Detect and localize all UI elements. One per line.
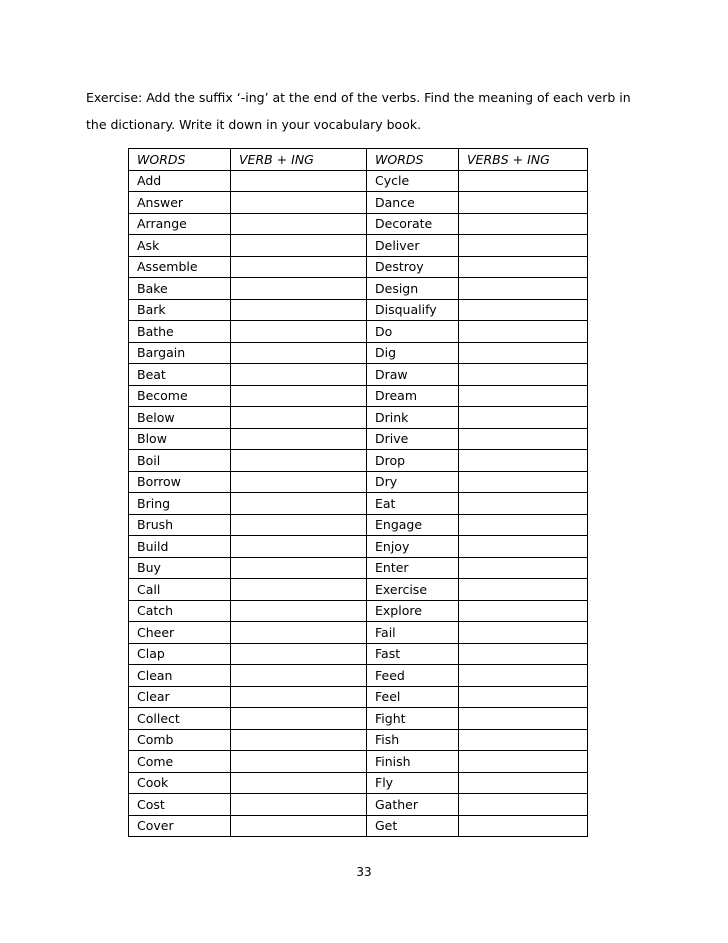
table-row — [129, 407, 588, 429]
word-cell: Deliver — [367, 235, 459, 257]
word-cell: Bargain — [129, 342, 231, 364]
verbs-ing-answer-cell — [459, 557, 588, 579]
word-cell: Exercise — [367, 579, 459, 601]
verb-ing-answer-cell — [231, 450, 367, 472]
verbs-ing-answer-cell — [459, 751, 588, 773]
verbs-ing-answer-cell — [459, 428, 588, 450]
verbs-ing-answer-cell — [459, 471, 588, 493]
table-row — [129, 536, 588, 558]
word-cell: Clear — [129, 686, 231, 708]
word-cell: Collect — [129, 708, 231, 730]
word-cell: Drop — [367, 450, 459, 472]
word-cell: Bake — [129, 278, 231, 300]
verbs-ing-answer-cell — [459, 708, 588, 730]
table-row — [129, 278, 588, 300]
word-cell: Feel — [367, 686, 459, 708]
word-cell: Boil — [129, 450, 231, 472]
table-row — [129, 708, 588, 730]
word-cell: Dance — [367, 192, 459, 214]
verb-ing-answer-cell — [231, 643, 367, 665]
word-cell: Below — [129, 407, 231, 429]
table-row — [129, 794, 588, 816]
verb-ing-answer-cell — [231, 321, 367, 343]
verbs-ing-answer-cell — [459, 579, 588, 601]
verbs-ing-answer-cell — [459, 729, 588, 751]
word-cell: Decorate — [367, 213, 459, 235]
word-cell: Comb — [129, 729, 231, 751]
verbs-ing-answer-cell — [459, 407, 588, 429]
word-cell: Do — [367, 321, 459, 343]
word-cell: Enter — [367, 557, 459, 579]
verbs-ing-answer-cell — [459, 815, 588, 837]
word-cell: Engage — [367, 514, 459, 536]
word-cell: Dry — [367, 471, 459, 493]
word-cell: Explore — [367, 600, 459, 622]
header-verbs-ing: VERBS + ING — [459, 149, 588, 171]
table-row — [129, 299, 588, 321]
verbs-ing-answer-cell — [459, 536, 588, 558]
table-row — [129, 622, 588, 644]
verbs-ing-answer-cell — [459, 450, 588, 472]
verb-ing-answer-cell — [231, 385, 367, 407]
table-header-row — [129, 149, 588, 171]
verbs-ing-answer-cell — [459, 170, 588, 192]
table-row — [129, 385, 588, 407]
verb-ing-answer-cell — [231, 557, 367, 579]
word-cell: Borrow — [129, 471, 231, 493]
table-row — [129, 471, 588, 493]
table-row — [129, 170, 588, 192]
verbs-ing-answer-cell — [459, 385, 588, 407]
verb-ing-answer-cell — [231, 342, 367, 364]
verb-ing-answer-cell — [231, 364, 367, 386]
table-row — [129, 213, 588, 235]
word-cell: Enjoy — [367, 536, 459, 558]
table-row — [129, 772, 588, 794]
word-cell: Bark — [129, 299, 231, 321]
verbs-ing-answer-cell — [459, 794, 588, 816]
header-words-2: WORDS — [367, 149, 459, 171]
verb-ing-answer-cell — [231, 256, 367, 278]
word-cell: Assemble — [129, 256, 231, 278]
verb-ing-answer-cell — [231, 278, 367, 300]
verb-ing-answer-cell — [231, 600, 367, 622]
word-cell: Bathe — [129, 321, 231, 343]
table-row — [129, 256, 588, 278]
verbs-ing-answer-cell — [459, 342, 588, 364]
verbs-ing-answer-cell — [459, 514, 588, 536]
word-cell: Clap — [129, 643, 231, 665]
word-cell: Fight — [367, 708, 459, 730]
table-row — [129, 493, 588, 515]
verb-ing-answer-cell — [231, 471, 367, 493]
verbs-ing-answer-cell — [459, 686, 588, 708]
verb-ing-answer-cell — [231, 170, 367, 192]
table-row — [129, 450, 588, 472]
table-row — [129, 600, 588, 622]
verb-ing-answer-cell — [231, 686, 367, 708]
word-cell: Design — [367, 278, 459, 300]
word-cell: Cheer — [129, 622, 231, 644]
word-cell: Become — [129, 385, 231, 407]
instructions-line-1: Exercise: Add the suffix ‘-ing’ at the end of the verbs. Find the meaning of each verb in — [86, 90, 631, 105]
word-cell: Fly — [367, 772, 459, 794]
table-row — [129, 235, 588, 257]
verb-ing-answer-cell — [231, 428, 367, 450]
word-cell: Draw — [367, 364, 459, 386]
verb-ing-answer-cell — [231, 751, 367, 773]
verb-ing-answer-cell — [231, 407, 367, 429]
word-cell: Cost — [129, 794, 231, 816]
table-row — [129, 428, 588, 450]
word-cell: Bring — [129, 493, 231, 515]
verbs-ing-answer-cell — [459, 299, 588, 321]
verbs-ing-answer-cell — [459, 622, 588, 644]
word-cell: Destroy — [367, 256, 459, 278]
word-cell: Arrange — [129, 213, 231, 235]
word-cell: Catch — [129, 600, 231, 622]
verbs-ing-answer-cell — [459, 321, 588, 343]
word-cell: Ask — [129, 235, 231, 257]
verb-ing-answer-cell — [231, 235, 367, 257]
word-cell: Eat — [367, 493, 459, 515]
table-row — [129, 514, 588, 536]
verb-ing-answer-cell — [231, 708, 367, 730]
table-row — [129, 364, 588, 386]
word-cell: Drive — [367, 428, 459, 450]
table-row — [129, 665, 588, 687]
header-verb-ing: VERB + ING — [231, 149, 367, 171]
word-cell: Gather — [367, 794, 459, 816]
word-cell: Fail — [367, 622, 459, 644]
verb-ing-answer-cell — [231, 579, 367, 601]
word-cell: Cycle — [367, 170, 459, 192]
table-row — [129, 579, 588, 601]
word-cell: Cover — [129, 815, 231, 837]
word-cell: Cook — [129, 772, 231, 794]
verb-ing-answer-cell — [231, 192, 367, 214]
word-cell: Brush — [129, 514, 231, 536]
word-cell: Come — [129, 751, 231, 773]
word-cell: Finish — [367, 751, 459, 773]
word-cell: Answer — [129, 192, 231, 214]
header-words-1: WORDS — [129, 149, 231, 171]
page-number: 33 — [356, 865, 372, 879]
verbs-ing-answer-cell — [459, 643, 588, 665]
word-cell: Dream — [367, 385, 459, 407]
verb-ing-answer-cell — [231, 665, 367, 687]
exercise-instructions — [86, 84, 646, 138]
word-cell: Disqualify — [367, 299, 459, 321]
table-row — [129, 557, 588, 579]
verb-ing-answer-cell — [231, 729, 367, 751]
verbs-ing-answer-cell — [459, 600, 588, 622]
verb-ing-answer-cell — [231, 815, 367, 837]
word-cell: Drink — [367, 407, 459, 429]
verbs-ing-answer-cell — [459, 192, 588, 214]
verbs-ing-answer-cell — [459, 278, 588, 300]
word-cell: Call — [129, 579, 231, 601]
verb-ing-answer-cell — [231, 514, 367, 536]
verbs-ing-answer-cell — [459, 235, 588, 257]
verbs-ing-answer-cell — [459, 493, 588, 515]
word-cell: Feed — [367, 665, 459, 687]
word-cell: Blow — [129, 428, 231, 450]
verb-ing-answer-cell — [231, 536, 367, 558]
word-cell: Build — [129, 536, 231, 558]
table-row — [129, 815, 588, 837]
table-row — [129, 751, 588, 773]
verb-ing-answer-cell — [231, 772, 367, 794]
word-cell: Beat — [129, 364, 231, 386]
table-row — [129, 342, 588, 364]
verb-ing-answer-cell — [231, 493, 367, 515]
verbs-ing-answer-cell — [459, 364, 588, 386]
table-row — [129, 321, 588, 343]
word-cell: Buy — [129, 557, 231, 579]
word-cell: Get — [367, 815, 459, 837]
verbs-ing-answer-cell — [459, 256, 588, 278]
word-cell: Fish — [367, 729, 459, 751]
verbs-ing-answer-cell — [459, 213, 588, 235]
word-cell: Clean — [129, 665, 231, 687]
table-row — [129, 643, 588, 665]
verb-ing-answer-cell — [231, 794, 367, 816]
verbs-ing-answer-cell — [459, 665, 588, 687]
verb-ing-answer-cell — [231, 622, 367, 644]
vocabulary-table — [128, 148, 588, 837]
verb-ing-answer-cell — [231, 213, 367, 235]
table-row — [129, 686, 588, 708]
word-cell: Dig — [367, 342, 459, 364]
verb-ing-answer-cell — [231, 299, 367, 321]
verbs-ing-answer-cell — [459, 772, 588, 794]
word-cell: Add — [129, 170, 231, 192]
table-body — [129, 170, 588, 837]
table-row — [129, 729, 588, 751]
word-cell: Fast — [367, 643, 459, 665]
table-row — [129, 192, 588, 214]
instructions-line-2: the dictionary. Write it down in your vocabulary book. — [86, 117, 422, 132]
